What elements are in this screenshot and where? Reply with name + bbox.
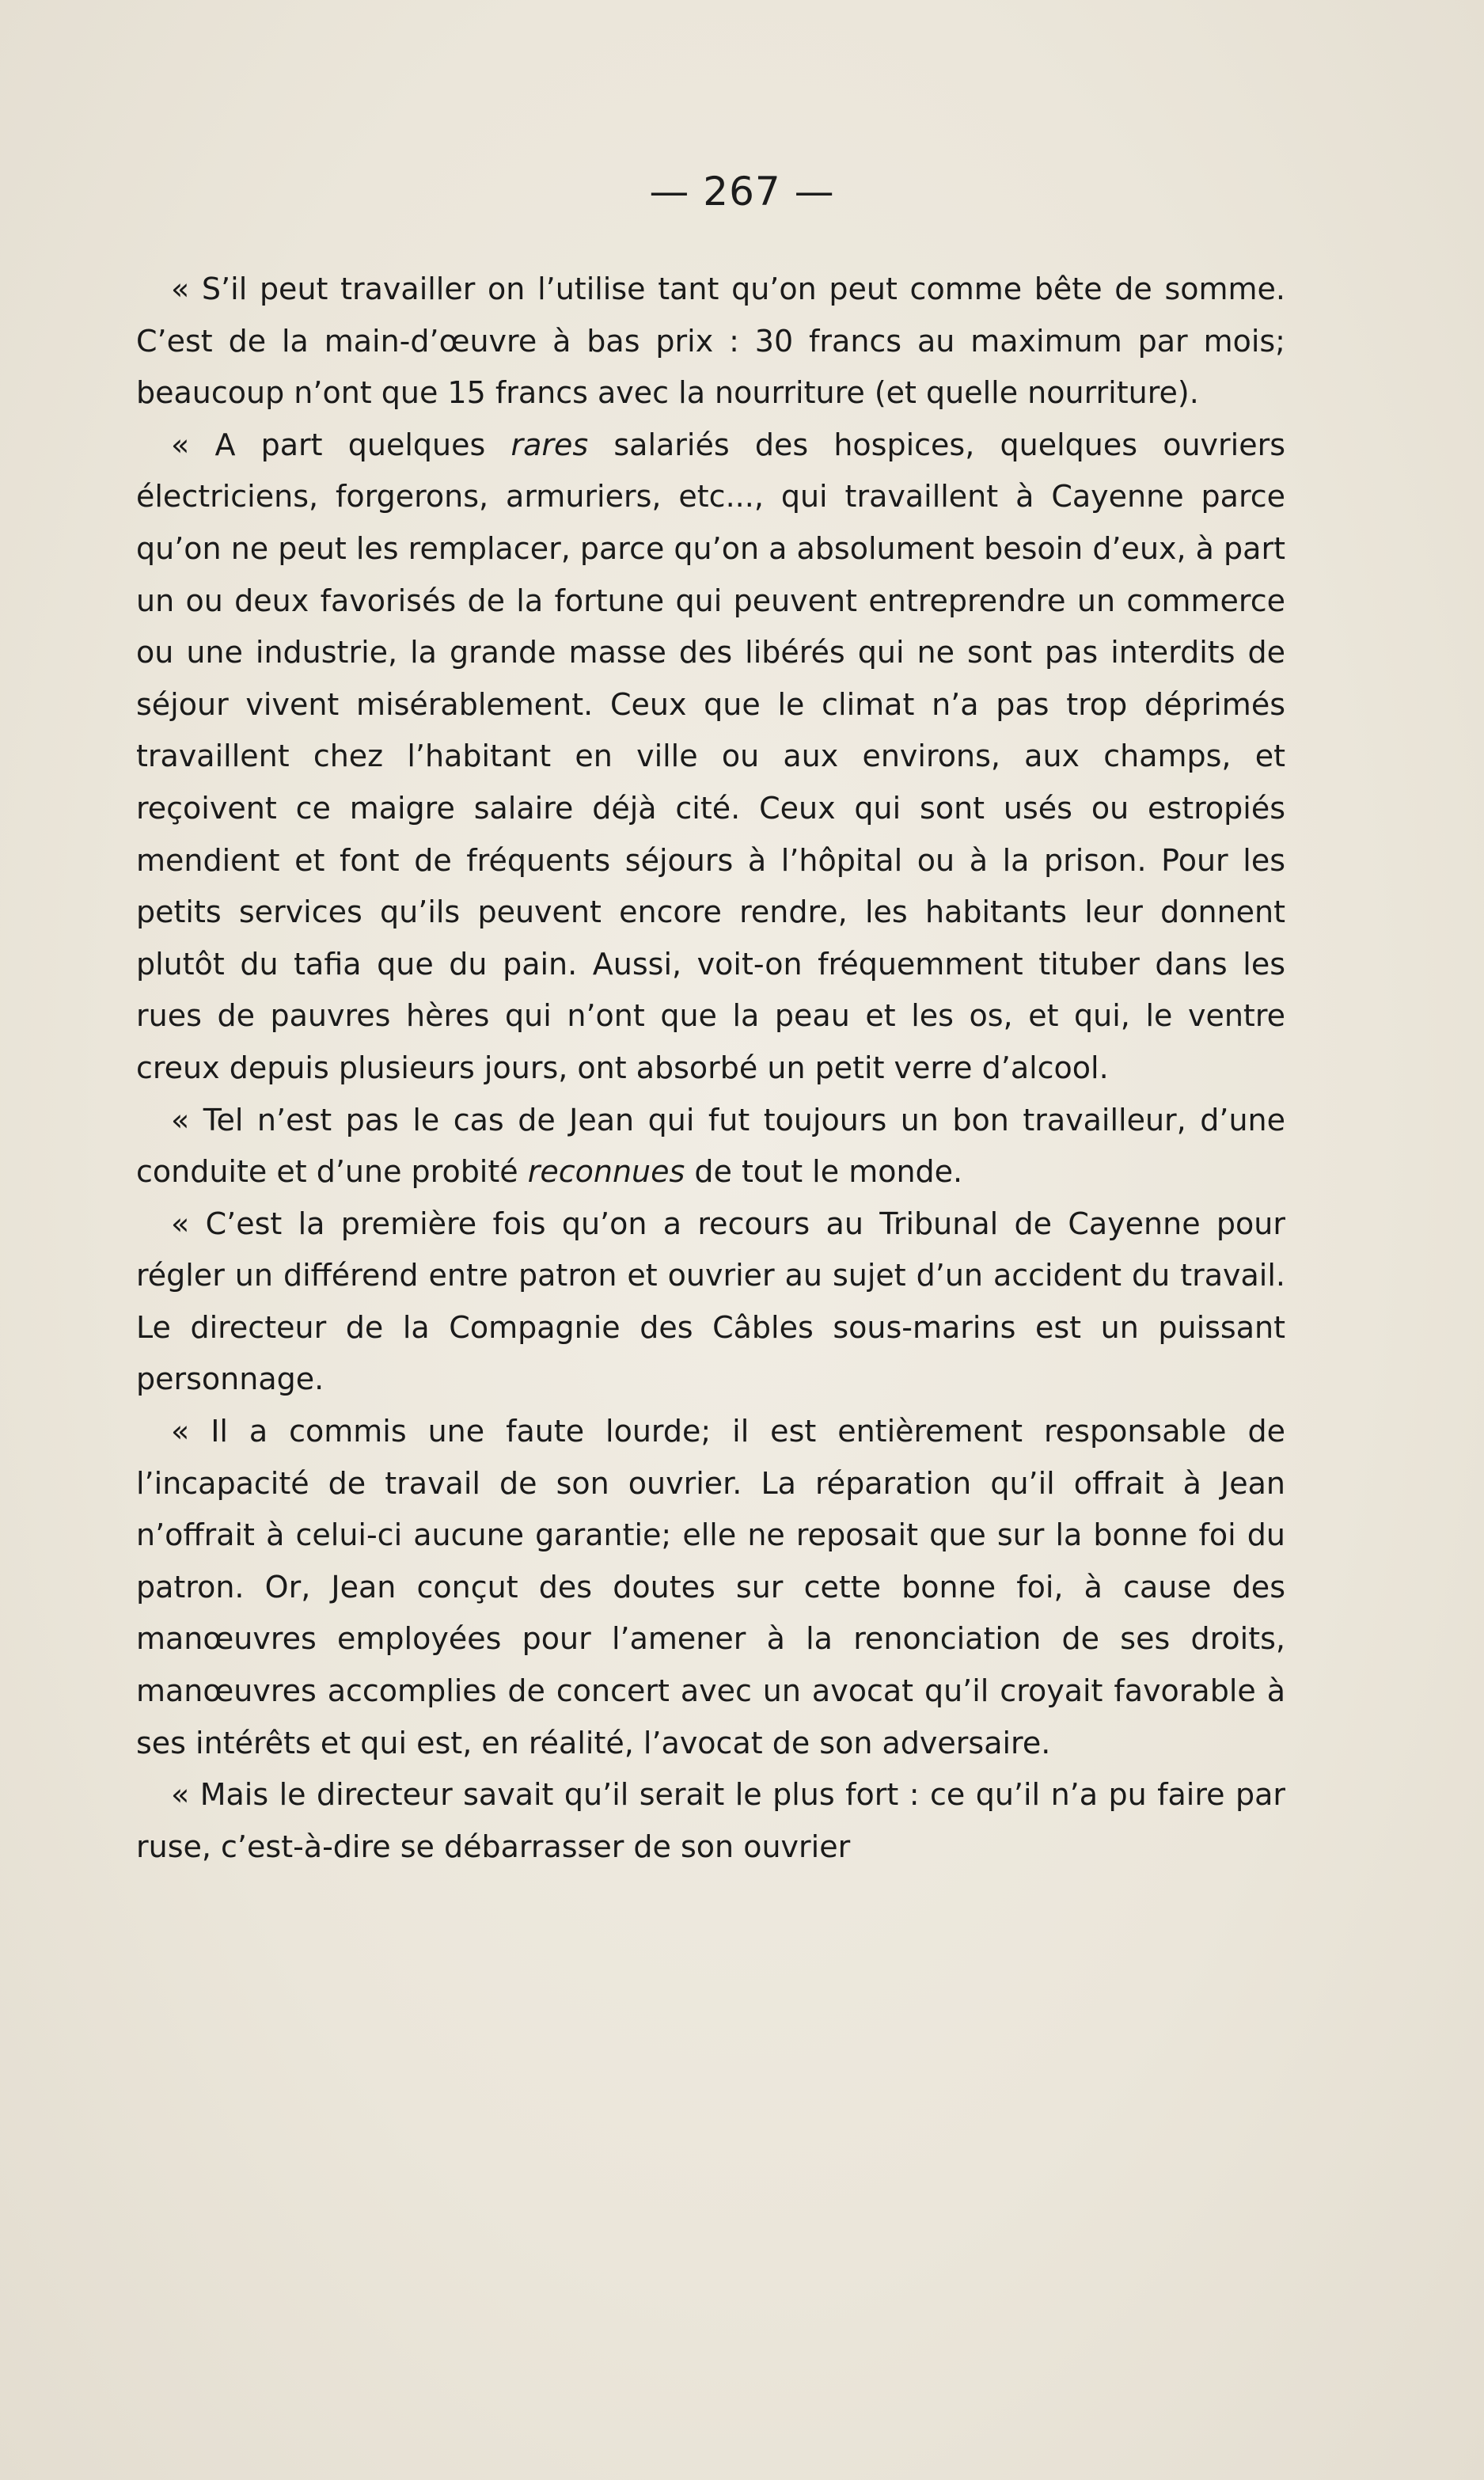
paragraph xyxy=(136,1406,1285,1769)
paragraph-text: « C’est la première fois qu’on a recours au Tribunal de Cayenne pour régler un différend entre patron et ouvrier au sujet d’un accident du travail. Le directeur de la Compagnie des Câbles sous-marins est un puissant personnage. xyxy=(136,1206,1285,1397)
page-number: — 267 — xyxy=(649,169,835,215)
paragraph xyxy=(136,1769,1285,1873)
paragraph-italic: reconnues xyxy=(527,1154,685,1190)
paragraph-text: « S’il peut travailler on l’utilise tant qu’on peut comme bête de somme. C’est de la main-d’œuvre à bas prix : 30 francs au maximum par mois; beaucoup n’ont que 15 francs avec la nourriture (et quelle nourriture). xyxy=(136,272,1285,411)
paragraph-text: salariés des hospices, quelques ouvriers électriciens, forgerons, armuriers, etc..., qui travaillent à Cayenne parce qu’on ne peut les remplacer, parce qu’on a absolument besoin d’eux, à part un ou deux favorisés de la fortune qui peuvent entreprendre un commerce ou une industrie, la grande masse des libérés qui ne sont pas interdits de séjour vivent misérablement. Ceux que le climat n’a pas trop déprimés travaillent chez l’habitant en ville ou aux environs, aux champs, et reçoivent ce maigre salaire déjà cité. Ceux qui sont usés ou estropiés mendient et font de fréquents séjours à l’hôpital ou à la prison. Pour les petits services qu’ils peuvent encore rendre, les habitants leur donnent plutôt du tafia que du pain. Aussi, voit-on fréquemment tituber dans les rues de pauvres hères qui n’ont que la peau et les os, et qui, le ventre creux depuis plusieurs jours, ont absorbé un petit verre d’alcool. xyxy=(136,427,1286,1085)
paragraph-text: « Mais le directeur savait qu’il serait le plus fort : ce qu’il n’a pu faire par ruse, c’est-à-dire se débarrasser de son ouvrier xyxy=(136,1777,1285,1864)
body-text xyxy=(136,264,1285,1873)
paragraph-text: « A part quelques xyxy=(171,427,511,462)
paragraph-italic: rares xyxy=(510,427,589,462)
paragraph xyxy=(136,264,1285,420)
paragraph-text: « Il a commis une faute lourde; il est entièrement responsable de l’incapacité de travail de son ouvrier. La réparation qu’il offrait à Jean n’offrait à celui-ci aucune garantie; elle ne reposait que sur la bonne foi du patron. Or, Jean conçut des doutes sur cette bonne foi, à cause des manœuvres employées pour l’amener à la renonciation de ses droits, manœuvres accomplies de concert avec un avocat qu’il croyait favorable à ses intérêts et qui est, en réalité, l’avocat de son adversaire. xyxy=(136,1414,1285,1760)
paragraph-text: « Tel n’est pas le cas de Jean qui fut toujours un bon travailleur, d’une conduite et d’une probité xyxy=(136,1102,1285,1190)
paragraph xyxy=(136,1198,1285,1406)
paragraph xyxy=(136,1095,1285,1198)
paragraph-text: de tout le monde. xyxy=(685,1154,963,1190)
paragraph xyxy=(136,420,1285,1095)
